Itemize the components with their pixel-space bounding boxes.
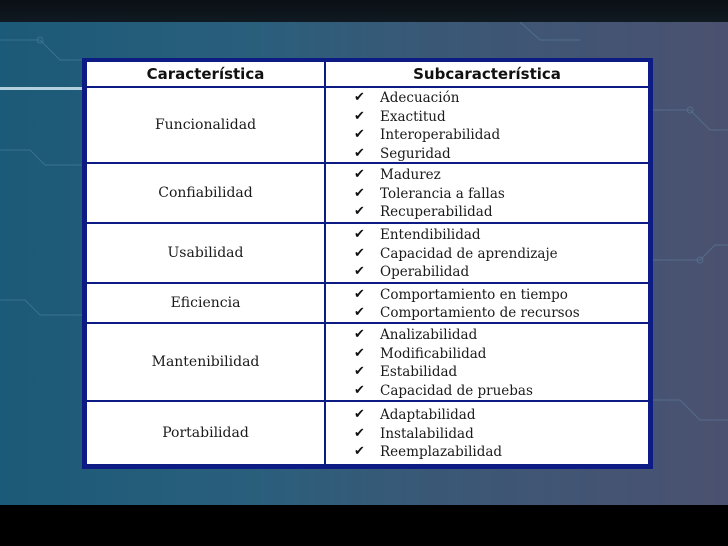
characteristic-cell: Portabilidad: [87, 402, 326, 464]
subcharacteristic-item: [354, 286, 648, 305]
characteristic-cell: Usabilidad: [87, 224, 326, 284]
subcharacteristic-label: Seguridad: [380, 145, 451, 162]
subcharacteristic-item: [354, 263, 648, 282]
checkmark-icon: ✔: [354, 305, 365, 320]
subcharacteristic-label: Reemplazabilidad: [380, 444, 503, 461]
top-strip: [0, 0, 728, 22]
subcharacteristic-label: Estabilidad: [380, 364, 458, 380]
subcharacteristic-item: [354, 406, 648, 425]
subcharacteristic-item: [354, 126, 648, 145]
checkmark-icon: ✔: [354, 345, 365, 361]
subcharacteristic-item: [354, 326, 648, 345]
subcharacteristic-item: [354, 145, 648, 164]
subcharacteristic-label: Recuperabilidad: [380, 204, 493, 221]
subcharacteristic-item: [354, 425, 648, 444]
checkmark-icon: ✔: [354, 127, 365, 142]
subcharacteristic-label: Interoperabilidad: [380, 127, 501, 143]
subcharacteristic-label: Madurez: [380, 167, 441, 184]
checkmark-icon: ✔: [354, 407, 365, 423]
subcharacteristic-label: Exactitud: [380, 108, 446, 125]
subcharacteristics-cell: [326, 224, 648, 284]
checkmark-icon: ✔: [354, 364, 365, 379]
subcharacteristics-cell: [326, 284, 648, 324]
subcharacteristics-cell: [326, 324, 648, 402]
subcharacteristic-label: Tolerancia a fallas: [380, 185, 505, 202]
checkmark-icon: ✔: [354, 382, 365, 398]
subcharacteristic-item: [354, 203, 648, 222]
checkmark-icon: ✔: [354, 264, 365, 280]
checkmark-icon: ✔: [354, 108, 365, 124]
subcharacteristic-item: [354, 226, 648, 245]
subcharacteristic-label: Adecuación: [380, 90, 460, 106]
checkmark-icon: ✔: [354, 245, 365, 261]
subcharacteristics-cell: [326, 402, 648, 464]
characteristic-cell: Mantenibilidad: [87, 324, 326, 402]
subcharacteristic-item: [354, 363, 648, 382]
subcharacteristic-label: Comportamiento de recursos: [380, 305, 580, 321]
checkmark-icon: ✔: [354, 444, 365, 460]
subcharacteristic-item: [354, 108, 648, 127]
subcharacteristic-label: Capacidad de aprendizaje: [380, 245, 558, 262]
subcharacteristic-label: Analizabilidad: [380, 327, 478, 343]
subcharacteristic-item: [354, 382, 648, 401]
subcharacteristic-item: [354, 89, 648, 108]
checkmark-icon: ✔: [354, 145, 365, 161]
subcharacteristic-item: [354, 166, 648, 185]
characteristic-cell: Confiabilidad: [87, 164, 326, 224]
checkmark-icon: ✔: [354, 327, 365, 342]
header-characteristic: Característica: [87, 62, 326, 88]
subcharacteristics-cell: [326, 88, 648, 164]
subcharacteristic-label: Capacidad de pruebas: [380, 382, 533, 399]
subcharacteristic-item: [354, 185, 648, 204]
table-grid: [87, 62, 648, 464]
characteristic-cell: Funcionalidad: [87, 88, 326, 164]
subcharacteristic-label: Comportamiento en tiempo: [380, 286, 568, 303]
checkmark-icon: ✔: [354, 425, 365, 441]
subcharacteristic-item: [354, 443, 648, 462]
subcharacteristic-label: Operabilidad: [380, 264, 470, 281]
subcharacteristic-label: Modificabilidad: [380, 345, 487, 362]
checkmark-icon: ✔: [354, 90, 365, 105]
checkmark-icon: ✔: [354, 227, 365, 243]
checkmark-icon: ✔: [354, 204, 365, 220]
quality-table: [82, 58, 653, 469]
bottom-band: [0, 505, 728, 546]
subcharacteristic-label: Instalabilidad: [380, 425, 474, 442]
subcharacteristics-cell: [326, 164, 648, 224]
header-subcharacteristic: Subcaracterística: [326, 62, 648, 88]
accent-bar: [0, 87, 92, 90]
checkmark-icon: ✔: [354, 185, 365, 201]
subcharacteristic-item: [354, 304, 648, 323]
subcharacteristic-item: [354, 345, 648, 364]
subcharacteristic-item: [354, 245, 648, 264]
checkmark-icon: ✔: [354, 286, 365, 302]
checkmark-icon: ✔: [354, 167, 365, 183]
subcharacteristic-label: Entendibilidad: [380, 227, 481, 244]
characteristic-cell: Eficiencia: [87, 284, 326, 324]
subcharacteristic-label: Adaptabilidad: [380, 407, 476, 424]
